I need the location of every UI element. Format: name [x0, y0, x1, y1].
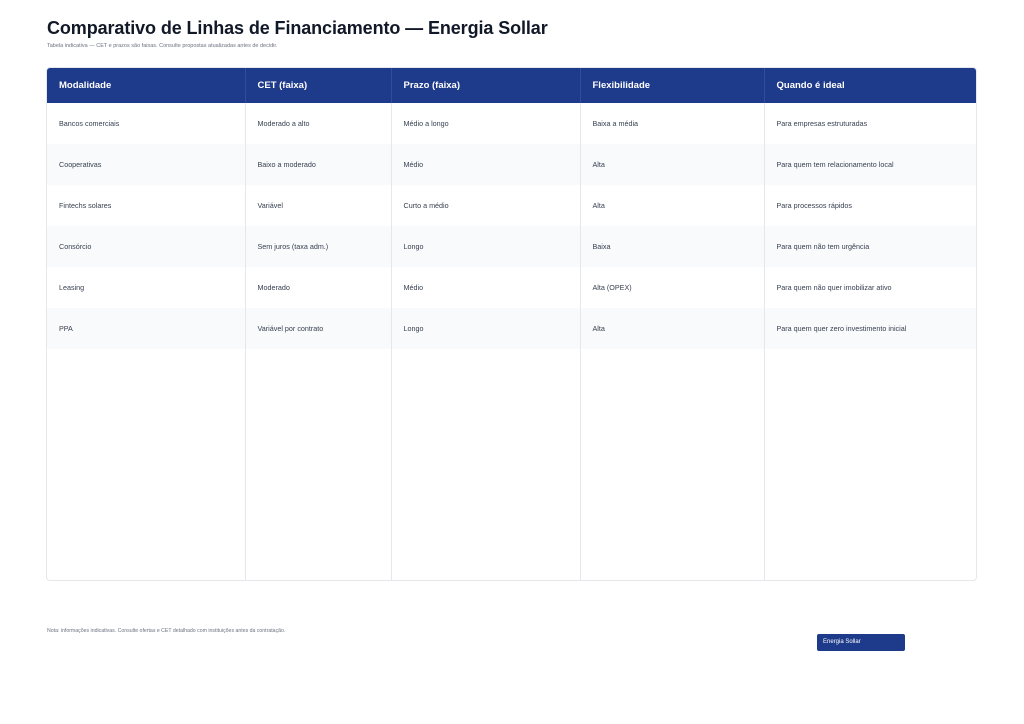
cell-cet: Sem juros (taxa adm.) — [245, 226, 391, 267]
table-row — [47, 267, 976, 308]
cell-prazo: Médio — [391, 144, 580, 185]
cell-prazo: Curto a médio — [391, 185, 580, 226]
cell-prazo: Médio — [391, 267, 580, 308]
cell-modalidade: Fintechs solares — [47, 185, 245, 226]
cell-flexibilidade: Alta (OPEX) — [580, 267, 764, 308]
cell-modalidade: Cooperativas — [47, 144, 245, 185]
column-header-prazo: Prazo (faixa) — [391, 68, 580, 103]
cell-cet: Moderado — [245, 267, 391, 308]
cell-cet: Variável — [245, 185, 391, 226]
cell-quando-ideal: Para quem não tem urgência — [776, 242, 870, 251]
table-row — [47, 144, 976, 185]
cell-modalidade: PPA — [47, 308, 245, 349]
cell-prazo: Longo — [391, 308, 580, 349]
table-empty-space — [47, 349, 976, 580]
brand-badge: Energia Sollar — [817, 634, 905, 651]
table-row — [47, 103, 976, 144]
table-row — [47, 308, 976, 349]
page-title: Comparativo de Linhas de Financiamento — Energia Sollar — [47, 18, 548, 38]
cell-modalidade: Leasing — [47, 267, 245, 308]
table-row — [47, 185, 976, 226]
table-header-row — [47, 68, 976, 103]
cell-prazo: Médio a longo — [391, 103, 580, 144]
cell-quando-ideal: Para quem tem relacionamento local — [776, 160, 894, 169]
comparison-table — [46, 67, 977, 581]
column-header-flexibilidade: Flexibilidade — [580, 68, 764, 103]
cell-cet: Baixo a moderado — [245, 144, 391, 185]
cell-quando-ideal: Para quem não quer imobilizar ativo — [776, 283, 892, 292]
cell-flexibilidade: Baixa — [580, 226, 764, 267]
cell-quando-ideal: Para quem quer zero investimento inicial — [776, 324, 907, 333]
column-header-modalidade: Modalidade — [47, 68, 245, 103]
cell-cet: Moderado a alto — [245, 103, 391, 144]
column-header-cet: CET (faixa) — [245, 68, 391, 103]
cell-modalidade: Consórcio — [47, 226, 245, 267]
cell-prazo: Longo — [391, 226, 580, 267]
cell-flexibilidade: Alta — [580, 144, 764, 185]
cell-flexibilidade: Alta — [580, 308, 764, 349]
cell-quando-ideal: Para processos rápidos — [776, 201, 853, 210]
cell-flexibilidade: Alta — [580, 185, 764, 226]
page-subtitle: Tabela indicativa — CET e prazos são faixas. Consulte propostas atualizadas antes de decidir. — [47, 43, 278, 49]
footnote: Nota: informações indicativas. Consulte ofertas e CET detalhado com instituições antes da contratação. — [47, 628, 286, 634]
cell-modalidade: Bancos comerciais — [47, 103, 245, 144]
table-row — [47, 226, 976, 267]
cell-flexibilidade: Baixa a média — [580, 103, 764, 144]
column-header-quando-ideal: Quando é ideal — [776, 80, 845, 91]
cell-quando-ideal: Para empresas estruturadas — [776, 119, 868, 128]
cell-cet: Variável por contrato — [245, 308, 391, 349]
